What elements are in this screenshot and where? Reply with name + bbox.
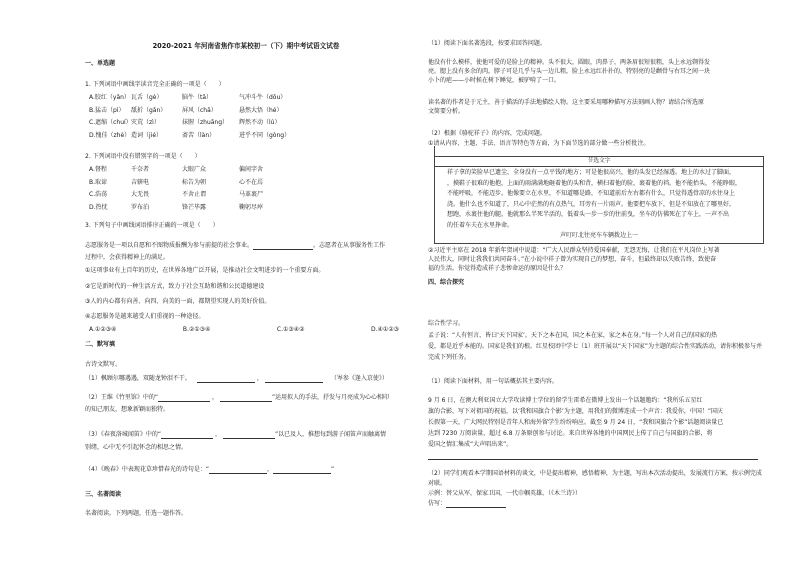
passage-line: 他没有什么模样，使他可爱的是脸上的精神。头不很大，圆眼，肉鼻子，两条眉很短很粗，头上永远剃得发 [428, 59, 711, 66]
q3-passage [85, 242, 385, 250]
answer-area [428, 452, 758, 460]
q3-item: ②它是新时代的一种生活方式，致力于社会互助和谐和公民道德建设 [85, 283, 265, 290]
question-intro: 综合性学习。 [428, 320, 465, 327]
line-text: ” [330, 466, 335, 473]
option-cell: 大眼广众 [182, 166, 207, 173]
question-stem: 名著阅读。下列两题，任选一题作答。 [85, 510, 188, 517]
excerpt-line: 浇。他什么也不知道了，只心中茫然的有点热气，耳旁有一片雨声。他要把车放下，但是不知放在了哪里好。 [447, 200, 736, 208]
option-cell: 脑牛（tā） [182, 94, 213, 101]
option-cell: 罗布泊 [131, 203, 150, 211]
example-line: 示例：替父从军，保家卫国，一代巾帼英雄。（《木兰诗》） [428, 490, 582, 497]
option-cell: 心不在焉 [239, 178, 264, 186]
answer-blank[interactable] [446, 502, 506, 508]
line-text: ， [266, 466, 273, 473]
option-cell: C.遮缩（chuí） [89, 119, 132, 126]
question-text: 读名著的作者是于元主，善于描活的手法地描绘人物。这主要采用哪种描写方法刻画人物？请结合所选原 [428, 99, 705, 106]
choice-a[interactable]: A.①②③④ [89, 326, 117, 333]
poem-line: （1）枫顾尔哪遇遇，双随龙钟泪不干。 ， （岑参《逢入京使》） [85, 375, 388, 382]
option-row[interactable] [89, 94, 299, 102]
line-text: ”以已及人，推想每到游子闻笛声而触离情 [274, 431, 387, 438]
q3-item: ④志愿服务是越来越受人们重视的一种途径。 [85, 313, 205, 320]
answer-blank[interactable] [253, 244, 313, 250]
line-text: 别绪，心中无不引起怀念的相思之情。 [85, 444, 188, 451]
question-stem: 3. 下列句子中画线词语排序正确的一项是（ ） [85, 222, 219, 229]
option-cell: 进乎不同（gòng） [239, 131, 291, 139]
option-row[interactable] [89, 191, 299, 199]
option-cell: 辉然不动（lú） [239, 119, 281, 126]
option-cell: 大无畏 [131, 191, 150, 198]
passage-line: 完成下列任务。 [428, 354, 471, 361]
poem-line: （2）王维《竹里馆》中的“ ， ”运用拟人的手法，抒发与月亮成为心心相印 [85, 394, 390, 401]
answer-blank[interactable] [220, 396, 272, 402]
passage-text: 过程中，会获得精神上的满足。 [85, 254, 170, 261]
option-row[interactable] [89, 107, 299, 115]
answer-blank[interactable] [273, 468, 331, 474]
line-text: 的知己朋友，想象新颖而独特。 [85, 406, 170, 413]
option-cell: B.猛击（pì） [89, 106, 125, 114]
option-cell: 灾荒（zì） [131, 119, 160, 126]
passage-text: 志愿服务是一项以自愿和不图物质报酬为参与前提的社会事业。 [85, 242, 254, 249]
question-stem: （1）阅读下面名著选段，按要求回答问题。 [428, 40, 546, 47]
question-stem: 1. 下列词语中画线字读音完全正确的一项是（ ） [85, 81, 225, 88]
question-stem: （2）根据《骆驼祥子》的内容，完成问题。 [428, 130, 546, 137]
choice-c[interactable]: C.①③④② [276, 326, 305, 333]
option-cell: 抹腥（zhuāng） [182, 119, 229, 126]
poem-line: （3）《春夜洛城闻笛》中的“ ， ”以已及人，推想每到游子闻笛声而触离情 [85, 431, 387, 438]
excerpt-line: 的任着车夫在水里挣命。 [447, 221, 514, 229]
excerpt-line: 想跑，水裹住他的腿。他就那么半死半活的，低着头一步一步的往前曳，坐车的仿佛死在了车上，一声不出 [447, 211, 730, 218]
question-stem: （1）阅读下面材料，用一句话概括其主要内容。 [428, 378, 558, 385]
option-cell: D.热忱 [89, 203, 108, 211]
question-stem: （2）同学们观看本学期国语材料的谈文，中是提出精神，感悟精神，为主题，写出本次活动提出，发展流行方案，按示例完成 [428, 470, 762, 477]
question-line: 人民伟大，同时让我我们共同奋斗。”在小说中祥子曾为实现自己的梦想，奋斗，但最终却以失败告终，致使奋 [428, 256, 717, 263]
answer-blank[interactable] [197, 377, 255, 383]
option-row[interactable] [89, 204, 299, 212]
q3-item: ③人的内心都有向善、向四、向美的一面，都期望实现人的美好价值。 [85, 298, 271, 305]
option-cell: D.愧佳（zhè） [89, 131, 131, 139]
answer-blank[interactable] [223, 433, 275, 439]
excerpt-table [434, 156, 764, 244]
material-line: 旗的合影，写下对祖国的祝福，以‘我和国旗合个影’为主题，用我们的微博连成一个声音：我爱你，中国！”国庆 [428, 408, 723, 415]
imitation-label: 仿写： [428, 500, 447, 507]
excerpt-body [435, 167, 763, 245]
option-cell: 悬然大悟（hé） [239, 106, 283, 114]
passage-line: 亮。腮上没有多余的肉，脖子可是几乎与头一边儿粗，脸上永远红扑扑的，特别亮的是颧骨与右耳之间一块 [428, 68, 711, 75]
excerpt-line: 声叮叮北往亮车车辆拨边上一 [559, 232, 638, 239]
material-line: 9 月 6 日，在澳大利亚国立大学攻读博士学位的留学生雷希在微博上发出一个话题邀约：“我所乐五星红 [428, 397, 703, 404]
option-cell: 不舍止谓 [182, 191, 207, 198]
passage-line: 爱，都是近乎本能的。国家是我们的根。红星校团中学七（1）班开展以“天下国家”为主题的综合性实践活动，请你积极参与并 [428, 343, 763, 350]
answer-blank[interactable] [209, 468, 267, 474]
q3-choices [89, 326, 399, 334]
question-line: ②习近平主席在 2018 年新年贺词中说道：“广大人民群众坚持爱国奉献，无怨无悔，让我们在平凡岗位上写著 [428, 247, 720, 254]
option-cell: 马革裹尸 [239, 191, 264, 198]
answer-blank[interactable] [265, 377, 323, 383]
option-cell: 标告为朝 [182, 178, 207, 186]
option-row[interactable] [89, 179, 299, 187]
option-row[interactable] [89, 166, 299, 174]
section-heading: 一、单选题 [85, 60, 116, 67]
line-text: （1）枫顾尔哪遇遇，双随龙钟泪不干。 [85, 375, 191, 382]
option-cell: A.胶红（yǎn） [89, 94, 130, 101]
option-cell: 屏风（chā） [182, 106, 217, 114]
option-cell: 瓦舌（gè） [131, 94, 163, 101]
option-cell: 锋芒毕露 [182, 203, 207, 211]
option-cell: 千奈者 [131, 166, 150, 173]
section-heading: 二、默写填 [85, 341, 116, 348]
option-row[interactable] [89, 119, 299, 127]
line-text: （3）《春夜洛城闻笛》中的“ [85, 431, 161, 438]
material-line: 长假第一天，广大网民特别是青年人和海外留学生纷纷响应。截至 9 月 24 日，“我和国旗合个影”话题阅读量已 [428, 419, 724, 426]
line-text: （2）王维《竹里馆》中的“ [85, 394, 158, 401]
question-stem: 对联。 [428, 480, 447, 487]
question-text: 文简要分析。 [428, 108, 465, 115]
q3-item: ①这项事业有上百年的历史，在世界各地广泛开展，是推动社会文明进步的一个重要方面。 [85, 267, 325, 274]
poem-line [85, 466, 334, 474]
line-text: （4）《晚春》中表现花草珍惜春光的诗句是：“ [85, 466, 209, 473]
passage-text: 。志愿者在从事服务性工作 [313, 242, 386, 249]
line-text: ”运用拟人的手法，抒发与月亮成为心心相印 [271, 394, 390, 401]
section-heading: 三、名著阅读 [85, 491, 122, 498]
material-line: 爱国之情汇集成“大声唱出来”。 [428, 441, 513, 448]
option-cell: 舐折（gǎn） [131, 106, 167, 114]
exam-title: 2020-2021 年河南省焦作市某校初一（下）期中考试语文试卷 [152, 42, 340, 50]
excerpt-line: ，摸鞋子很难的他抱，上面的雨满满地砸着他的头和背，横扫着他的脸，裹着他的裆。他不能抬头，不能睁眼， [447, 179, 742, 187]
option-cell: B.取谛 [89, 178, 108, 186]
answer-blank[interactable] [158, 396, 210, 402]
question-line: 福的生活。你觉得造成祥子悲惨命运的原因是什么？ [428, 265, 567, 272]
excerpt-line: 祥子拿的笑脸早已遗尘，全身没有一点平钱的地方；可是他很高兴，他的头发已经湿透。地上的水过了脚面， [447, 169, 736, 176]
excerpt-line: 不能呼吸，不能迈步。他像要立在水里，不知道哪是路，不知道前后左右都有什么，只觉得透骨凉的水往身上 [447, 190, 736, 197]
answer-line[interactable] [428, 454, 758, 460]
section-heading: 四、综合探究 [428, 279, 465, 286]
passage-line: 孟子说：“人有恒言，皆曰‘天下国家’。天下之本在国，国之本在家，家之本在身。”每一个人对自己的国家的热 [428, 332, 718, 339]
choice-b[interactable]: B.②①③④ [182, 326, 211, 333]
question-stem: 2. 下列词语中没有错别字的一项是（ ） [85, 153, 201, 160]
material-line: 达到 7230 万阅读量，超过 6.8 万条原创参与讨论。来自世界各地的中国网民上传了自己与国旗的合影，将 [428, 430, 713, 437]
imitation-line [428, 500, 506, 508]
passage-line: 小卜的疤——小时候在树下睡觉，被驴啃了一口。 [428, 77, 561, 84]
option-cell: 气冲斗牛（dǒu） [239, 94, 287, 101]
option-cell: A.督程 [89, 166, 107, 173]
excerpt-header: 节选文字 [435, 157, 763, 167]
option-cell: 斋苦（làn） [182, 131, 216, 139]
line-source: （岑参《逢入京使》） [330, 375, 388, 382]
option-cell: 吉辖电 [131, 178, 150, 186]
answer-blank[interactable] [161, 433, 213, 439]
option-row[interactable] [89, 132, 299, 140]
option-cell: 鞠躬尽瘁 [239, 203, 264, 211]
choice-d[interactable]: D.④①②③ [370, 326, 399, 333]
option-cell: 造词（jié） [131, 131, 163, 139]
option-cell: 偏间字舍 [239, 166, 264, 173]
question-intro: 古诗文默写。 [85, 361, 122, 368]
question-stem: ①请从内容、主题、手法、语言等特色等方面，为下面节选的部分做一些分析批注。 [428, 140, 650, 147]
option-cell: C.浩荡 [89, 191, 108, 198]
